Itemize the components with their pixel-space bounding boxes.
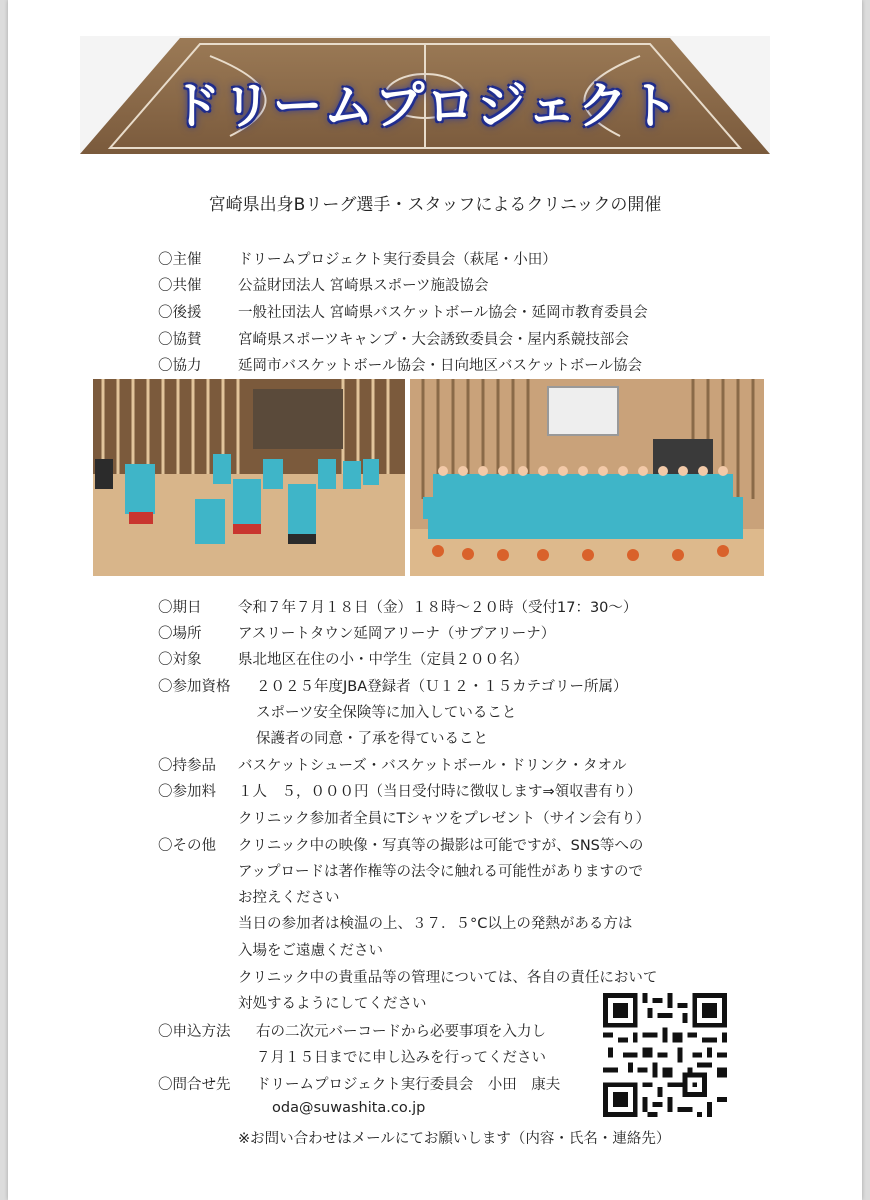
practice-photo: [93, 379, 405, 576]
row-label: 〇主催: [158, 252, 202, 268]
row-value: お控えください: [238, 890, 340, 906]
qr-code-icon[interactable]: [603, 993, 727, 1117]
row-value: 保護者の同意・了承を得ていること: [256, 731, 488, 747]
row-value: クリニック中の映像・写真等の撮影は可能ですが、SNS等への: [238, 838, 644, 854]
event-subtitle: 宮崎県出身Bリーグ選手・スタッフによるクリニックの開催: [208, 195, 662, 215]
row-value: １人 ５，０００円（当日受付時に徴収します⇒領収書有り）: [238, 784, 642, 800]
row-label: 〇協力: [158, 358, 202, 374]
row-value: ドリームプロジェクト実行委員会 小田 康夫: [256, 1077, 561, 1093]
row-value: ２０２５年度JBA登録者（Ｕ１２・１５カテゴリー所属）: [256, 679, 628, 695]
row-value: ドリームプロジェクト実行委員会（萩尾・小田）: [238, 252, 557, 268]
contact-email[interactable]: oda@suwashita.co.jp: [272, 1100, 426, 1116]
row-label: 〇協賛: [158, 332, 202, 348]
row-value: ※お問い合わせはメールにてお願いします（内容・氏名・連絡先）: [238, 1131, 671, 1147]
row-label: 〇申込方法: [158, 1024, 231, 1040]
row-value: 県北地区在住の小・中学生（定員２００名）: [238, 652, 528, 668]
group-photo: [410, 379, 764, 576]
row-label: 〇共催: [158, 278, 202, 294]
row-value: アスリートタウン延岡アリーナ（サブアリーナ）: [238, 626, 556, 642]
clinic-photos: [93, 379, 764, 576]
row-value: スポーツ安全保険等に加入していること: [256, 705, 517, 721]
row-value: バスケットシューズ・バスケットボール・ドリンク・タオル: [238, 758, 627, 774]
row-label: 〇対象: [158, 652, 202, 668]
row-value: 右の二次元バーコードから必要事項を入力し: [256, 1024, 546, 1040]
row-value: アップロードは著作権等の法令に触れる可能性がありますので: [238, 864, 643, 880]
row-value: 延岡市バスケットボール協会・日向地区バスケットボール協会: [238, 358, 642, 374]
row-value: 対処するようにしてください: [238, 996, 427, 1012]
banner-title: ドリームプロジェクト: [170, 77, 680, 135]
row-label: 〇参加料: [158, 784, 216, 800]
row-label: 〇期日: [158, 600, 202, 616]
row-value: 令和７年７月１８日（金）１８時～２０時（受付17：30～）: [238, 600, 638, 616]
title-banner: [80, 36, 770, 154]
row-value: 当日の参加者は検温の上、３７．５°C以上の発熱がある方は: [238, 916, 633, 932]
row-value: 公益財団法人 宮崎県スポーツ施設協会: [238, 278, 489, 294]
row-label: 〇その他: [158, 838, 216, 854]
row-value: 宮崎県スポーツキャンプ・大会誘致委員会・屋内系競技部会: [238, 332, 629, 348]
row-value: 一般社団法人 宮崎県バスケットボール協会・延岡市教育委員会: [238, 305, 648, 321]
row-label: 〇問合せ先: [158, 1077, 231, 1093]
row-label: 〇場所: [158, 626, 202, 642]
row-label: 〇持参品: [158, 758, 216, 774]
row-label: 〇後援: [158, 305, 202, 321]
row-value: ７月１５日までに申し込みを行ってください: [256, 1050, 546, 1066]
row-value: クリニック参加者全員にTシャツをプレゼント（サイン会有り）: [238, 811, 651, 827]
row-value: 入場をご遠慮ください: [238, 943, 383, 959]
row-value: クリニック中の貴重品等の管理については、各自の責任において: [238, 970, 658, 986]
row-label: 〇参加資格: [158, 679, 231, 695]
